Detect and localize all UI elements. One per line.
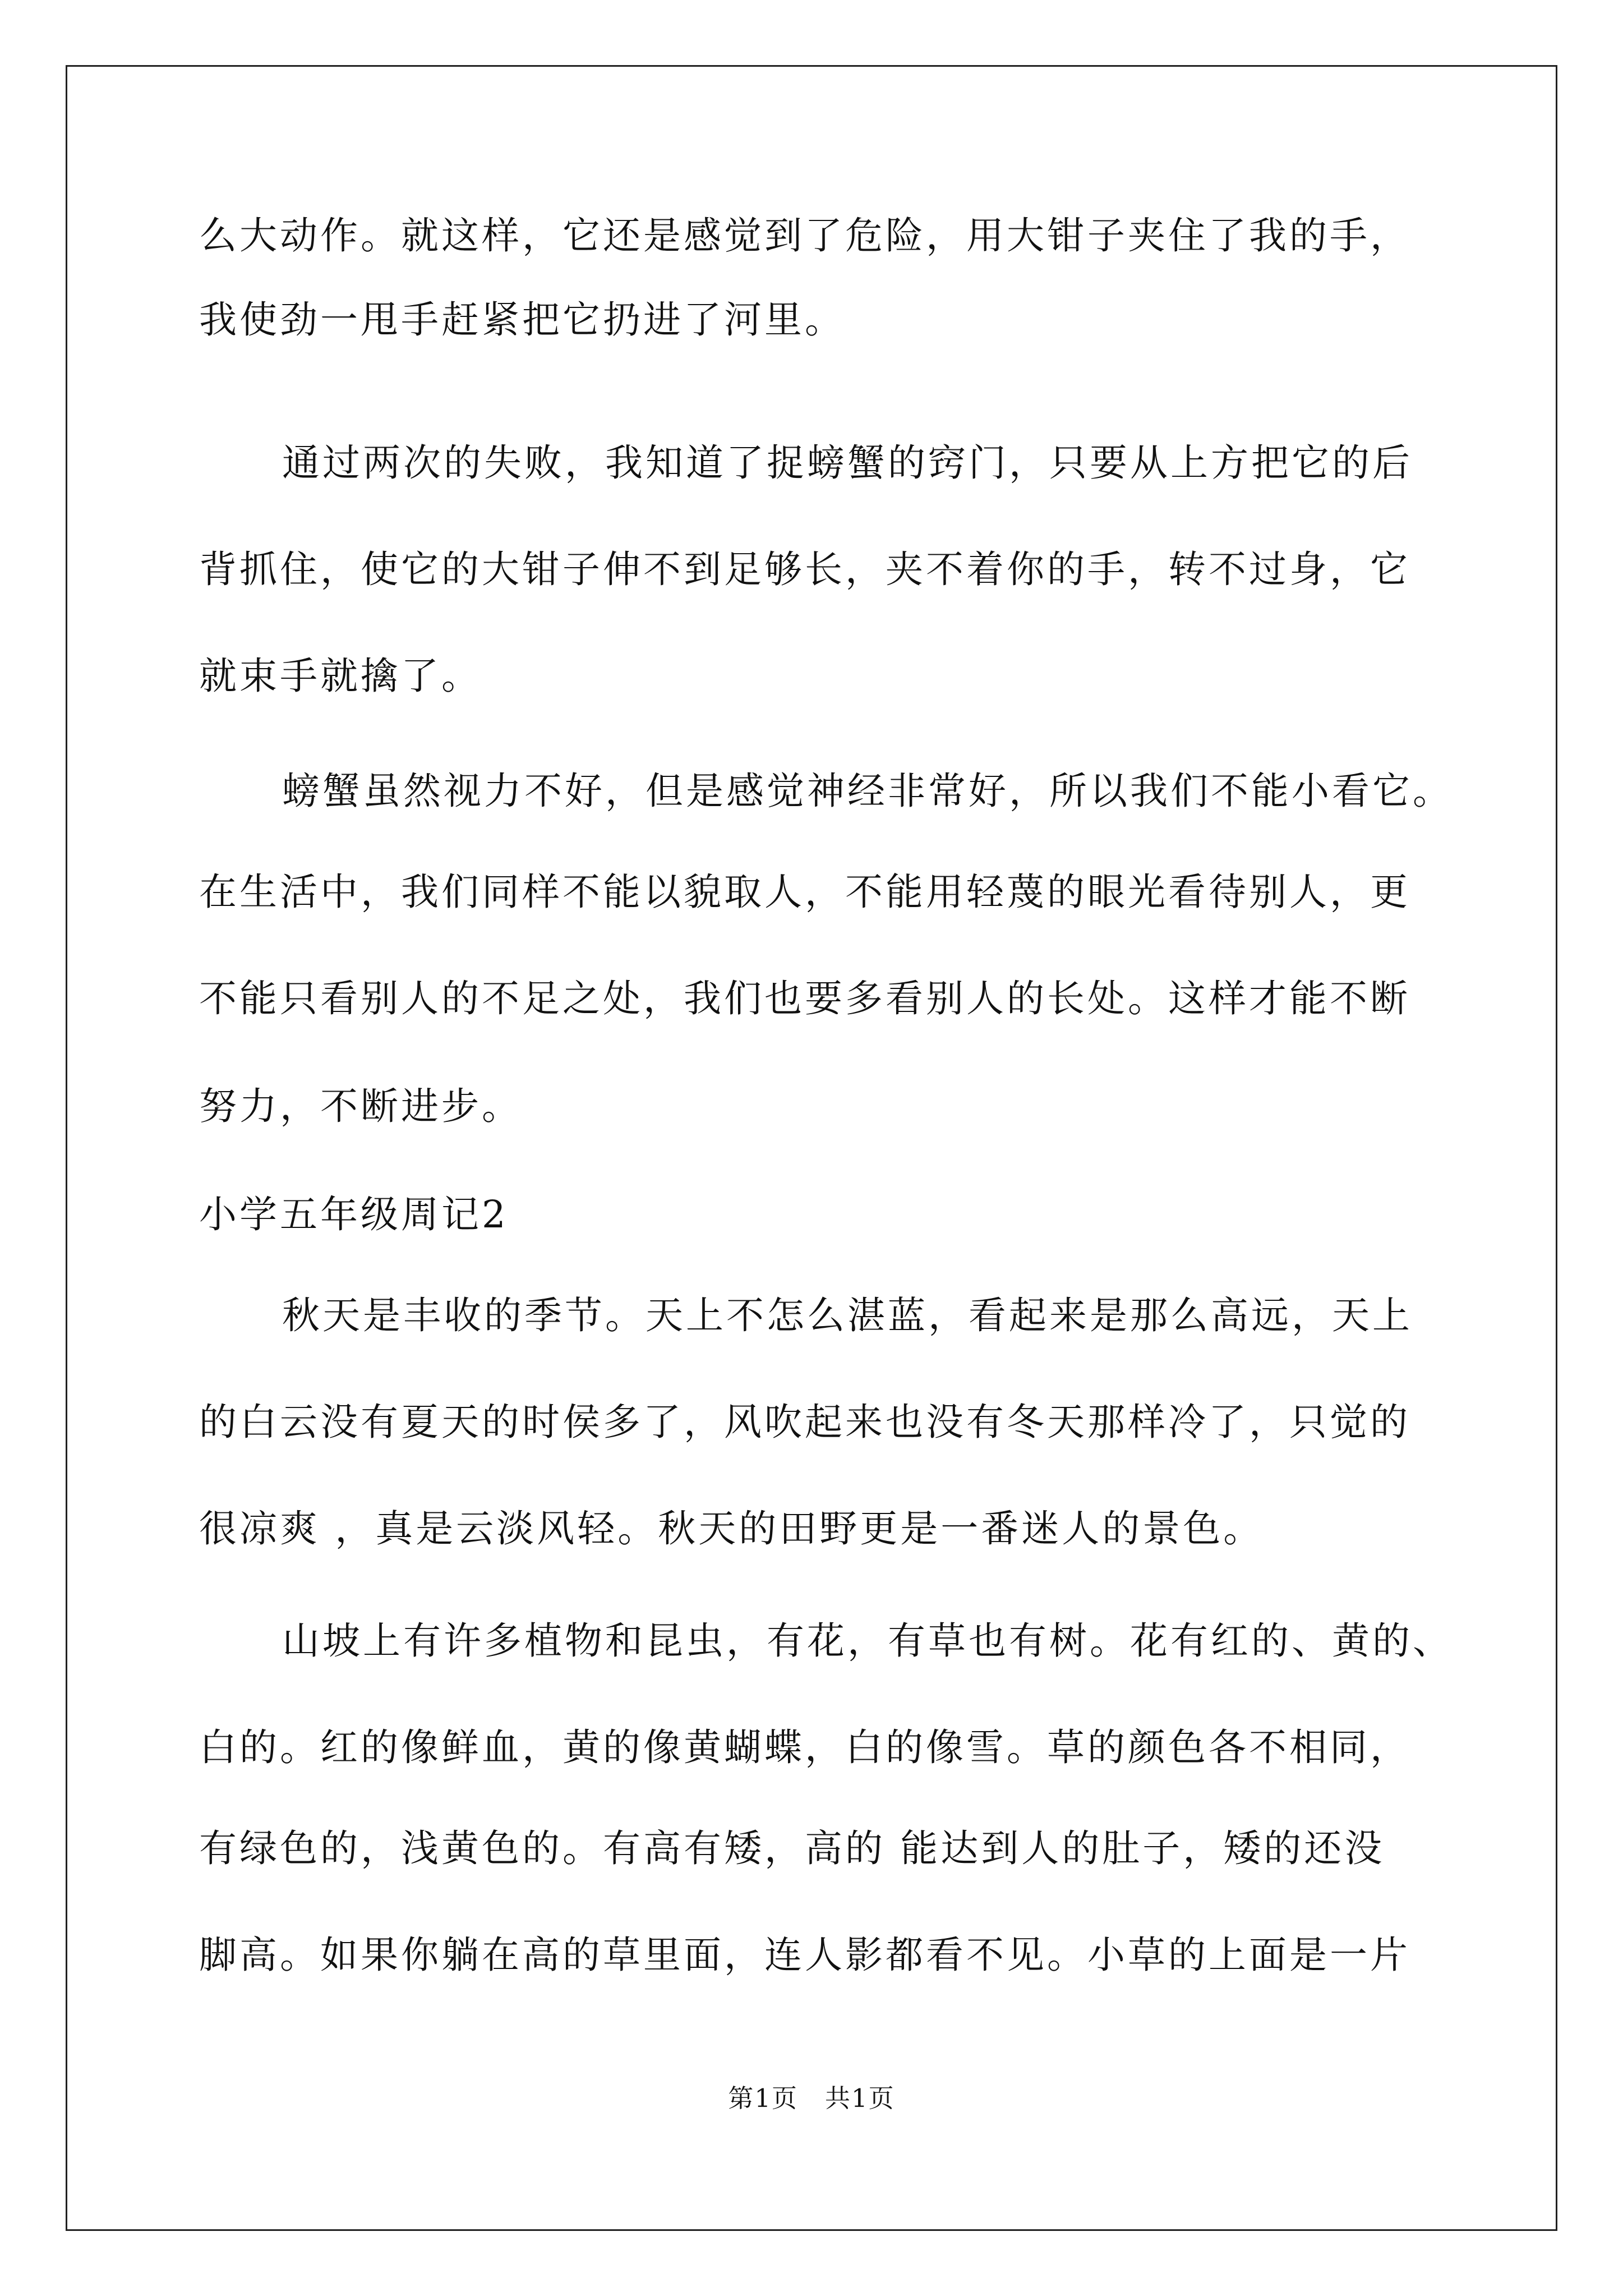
page-footer [0,2083,1623,2114]
page-number: 第1页 [728,2083,798,2113]
text-line: 背抓住，使它的大钳子伸不到足够长，夹不着你的手，转不过身，它 [199,547,1410,591]
text-line: 努力，不断进步。 [199,1084,522,1128]
text-line: 有绿色的，浅黄色的。有高有矮，高的 能达到人的肚子，矮的还没 [199,1826,1385,1870]
text-line: 螃蟹虽然视力不好，但是感觉神经非常好，所以我们不能小看它。 [282,769,1453,813]
text-line: 在生活中，我们同样不能以貌取人，不能用轻蔑的眼光看待别人，更 [199,870,1410,914]
text-line: 么大动作。就这样，它还是感觉到了危险，用大钳子夹住了我的手， [199,214,1410,257]
text-line: 就束手就擒了。 [199,654,482,698]
section-heading: 小学五年级周记2 [199,1193,509,1236]
text-line: 的白云没有夏天的时侯多了，风吹起来也没有冬天那样冷了，只觉的 [199,1400,1410,1444]
text-line: 秋天是丰收的季节。天上不怎么湛蓝，看起来是那么高远，天上 [282,1294,1413,1337]
page-border [66,65,1557,2231]
text-line: 我使劲一甩手赶紧把它扔进了河里。 [199,298,845,342]
text-line: 不能只看别人的不足之处，我们也要多看别人的长处。这样才能不断 [199,977,1410,1020]
text-line: 很凉爽 ，真是云淡风轻。秋天的田野更是一番迷人的景色。 [199,1507,1264,1550]
text-line: 脚高。如果你躺在高的草里面，连人影都看不见。小草的上面是一片 [199,1933,1410,1977]
text-line: 山坡上有许多植物和昆虫，有花，有草也有树。花有红的、黄的、 [282,1619,1453,1663]
page-total: 共1页 [825,2083,895,2113]
text-line: 白的。红的像鲜血，黄的像黄蝴蝶，白的像雪。草的颜色各不相同， [199,1726,1410,1769]
text-line: 通过两次的失败，我知道了捉螃蟹的窍门，只要从上方把它的后 [282,441,1413,485]
